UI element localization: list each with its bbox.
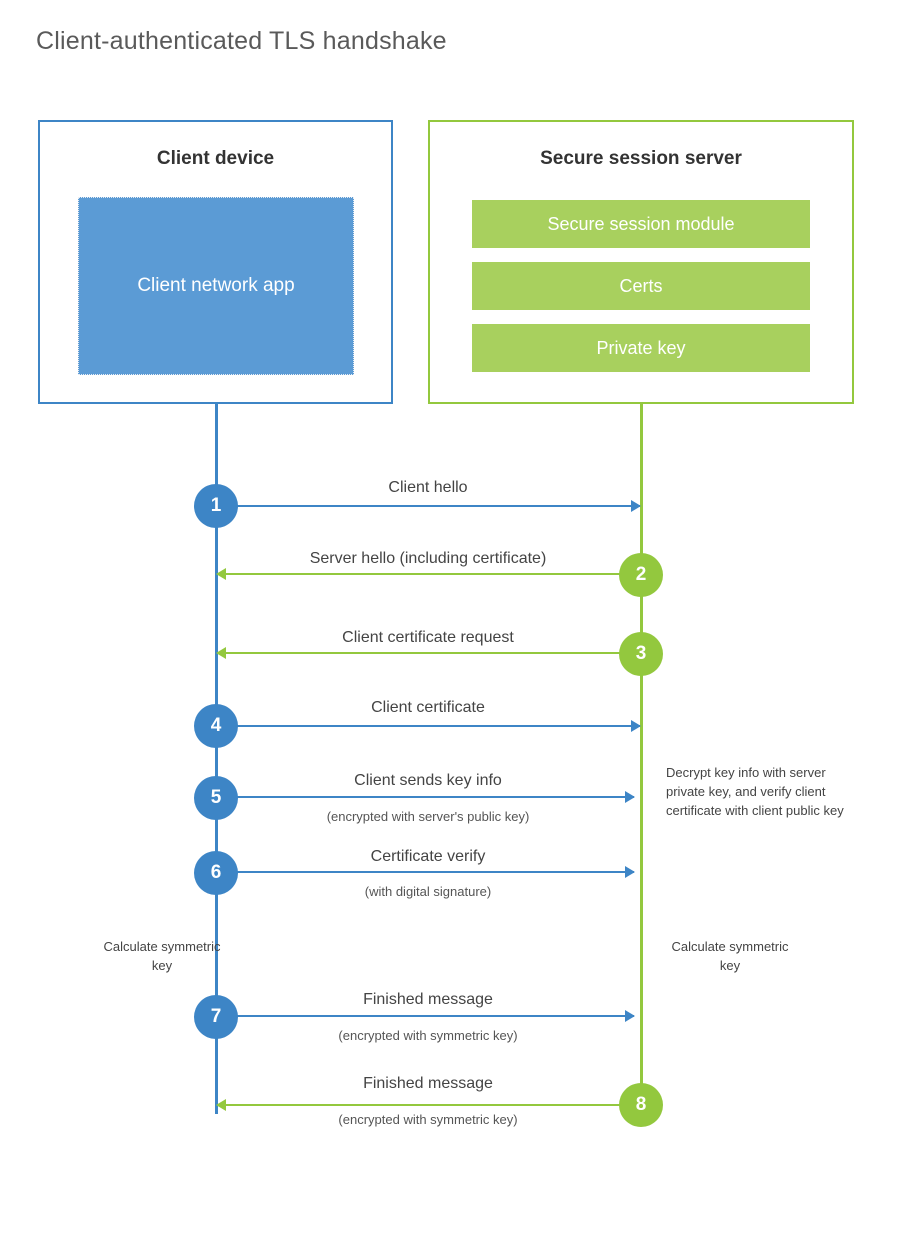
step-5-sublabel: (encrypted with server's public key): [326, 809, 530, 824]
step-8-arrow-head: [216, 1099, 226, 1111]
step-7-bubble: 7: [194, 995, 238, 1039]
secure-session-server-title: Secure session server: [540, 148, 742, 169]
step-3-bubble: 3: [619, 632, 663, 676]
step-2-bubble: 2: [619, 553, 663, 597]
step-8-arrow-line: [218, 1104, 640, 1106]
step-5-bubble: 5: [194, 776, 238, 820]
step-8-label: Finished message: [363, 1075, 493, 1092]
step-6-sublabel: (with digital signature): [364, 884, 492, 899]
step-6-bubble: 6: [194, 851, 238, 895]
step-7-arrow-line: [216, 1015, 634, 1017]
step-6-arrow-line: [216, 871, 634, 873]
step-5-arrow-line: [216, 796, 634, 798]
step-2-arrow-line: [218, 573, 640, 575]
server-item-private-key: Private key: [472, 324, 810, 372]
step-6-arrow-head: [625, 866, 635, 878]
step-5-label: Client sends key info: [354, 772, 502, 789]
step-7-arrow-head: [625, 1010, 635, 1022]
step-4-label: Client certificate: [371, 699, 485, 716]
client-calculate-symmetric-key-note: Calculate symmetric key: [103, 939, 221, 973]
step-5-arrow-head: [625, 791, 635, 803]
step-4-bubble: 4: [194, 704, 238, 748]
client-network-app-block: Client network app: [78, 197, 354, 375]
step-8-sublabel: (encrypted with symmetric key): [338, 1112, 518, 1127]
server-item-secure-session-module: Secure session module: [472, 200, 810, 248]
client-device-title: Client device: [156, 148, 275, 169]
page-title: Client-authenticated TLS handshake: [36, 27, 447, 55]
step-1-bubble: 1: [194, 484, 238, 528]
step-3-label: Client certificate request: [342, 629, 514, 646]
step-3-arrow-head: [216, 647, 226, 659]
step-7-label: Finished message: [363, 991, 493, 1008]
step-2-arrow-head: [216, 568, 226, 580]
step-1-arrow-line: [216, 505, 640, 507]
server-decrypt-note: Decrypt key info with server private key, and verify client certificate with client public key: [666, 765, 844, 818]
step-2-label: Server hello (including certificate): [309, 550, 547, 567]
step-4-arrow-line: [216, 725, 640, 727]
step-8-bubble: 8: [619, 1083, 663, 1127]
step-7-sublabel: (encrypted with symmetric key): [338, 1028, 518, 1043]
step-1-arrow-head: [631, 500, 641, 512]
server-item-certs: Certs: [472, 262, 810, 310]
step-3-arrow-line: [218, 652, 640, 654]
step-4-arrow-head: [631, 720, 641, 732]
step-1-label: Client hello: [388, 479, 468, 496]
step-6-label: Certificate verify: [370, 848, 486, 865]
server-calculate-symmetric-key-note: Calculate symmetric key: [671, 939, 789, 973]
